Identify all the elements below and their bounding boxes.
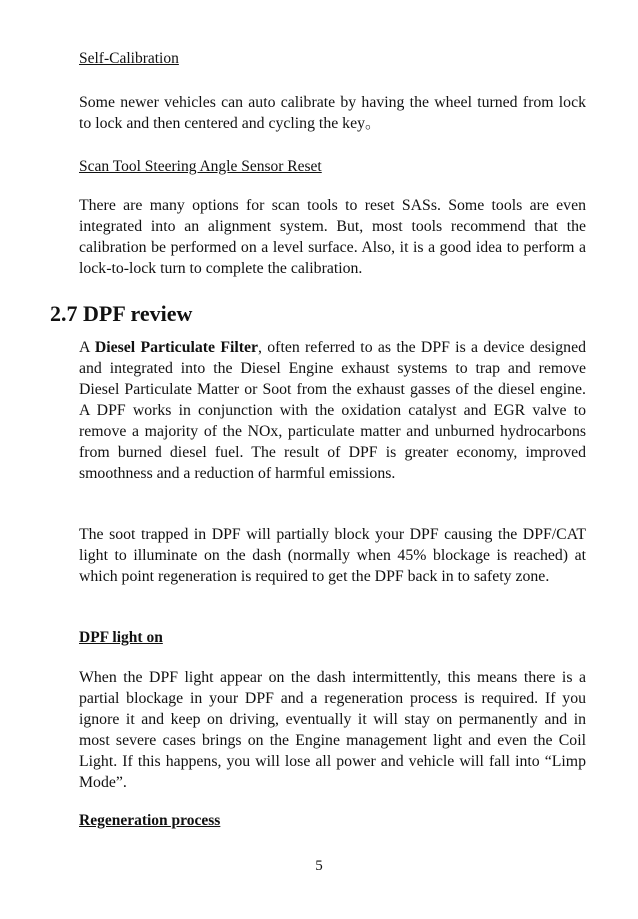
dpf-intro-lead: A <box>79 339 95 356</box>
page-number: 5 <box>315 858 323 874</box>
dpf-term: Diesel Particulate Filter <box>94 339 259 356</box>
subheading-scan-tool-reset: Scan Tool Steering Angle Sensor Reset <box>79 158 322 175</box>
dpf-intro-rest: , often referred to as the DPF is a device designed and integrated into the Diesel Engine exhaust systems to trap and remove Diesel Particulate Matter or Soot from the exhaust gasses of the diesel engine. A DPF works in conjunction with the oxidation catalyst and EGR valve to remove a majority of the NOx, particulate matter and unburned hydrocarbons from burned diesel fuel. The result of DPF is greater economy, improved smoothness and a reduction of harmful emissions. <box>79 339 586 482</box>
subheading-self-calibration: Self-Calibration <box>79 50 179 67</box>
paragraph-soot-trapped: The soot trapped in DPF will partially block your DPF causing the DPF/CAT light to illuminate on the dash (normally when 45% blockage is reached) at which point regeneration is required to get the DPF back in to safety zone. <box>79 526 586 585</box>
paragraph-self-calibration: Some newer vehicles can auto calibrate by having the wheel turned from lock to lock and then centered and cycling the key。 <box>79 94 586 132</box>
subheading-dpf-light-on: DPF light on <box>79 629 163 646</box>
subheading-regeneration-process: Regeneration process <box>79 812 221 829</box>
section-heading-dpf-review: 2.7 DPF review <box>50 301 193 326</box>
paragraph-scan-tool-reset: There are many options for scan tools to reset SASs. Some tools are even integrated into an alignment system. But, most tools recommend that the calibration be performed on a level surface. Also, it is a good idea to perform a lock-to-lock turn to complete the calibration. <box>79 197 586 277</box>
paragraph-dpf-intro <box>79 337 586 484</box>
paragraph-dpf-light-on: When the DPF light appear on the dash intermittently, this means there is a partial blockage in your DPF and a regeneration process is required. If you ignore it and keep on driving, eventually it will stay on permanently and in most severe cases brings on the Engine management light and even the Coil Light. If this happens, you will lose all power and vehicle will fall into “Limp Mode”. <box>79 669 586 791</box>
